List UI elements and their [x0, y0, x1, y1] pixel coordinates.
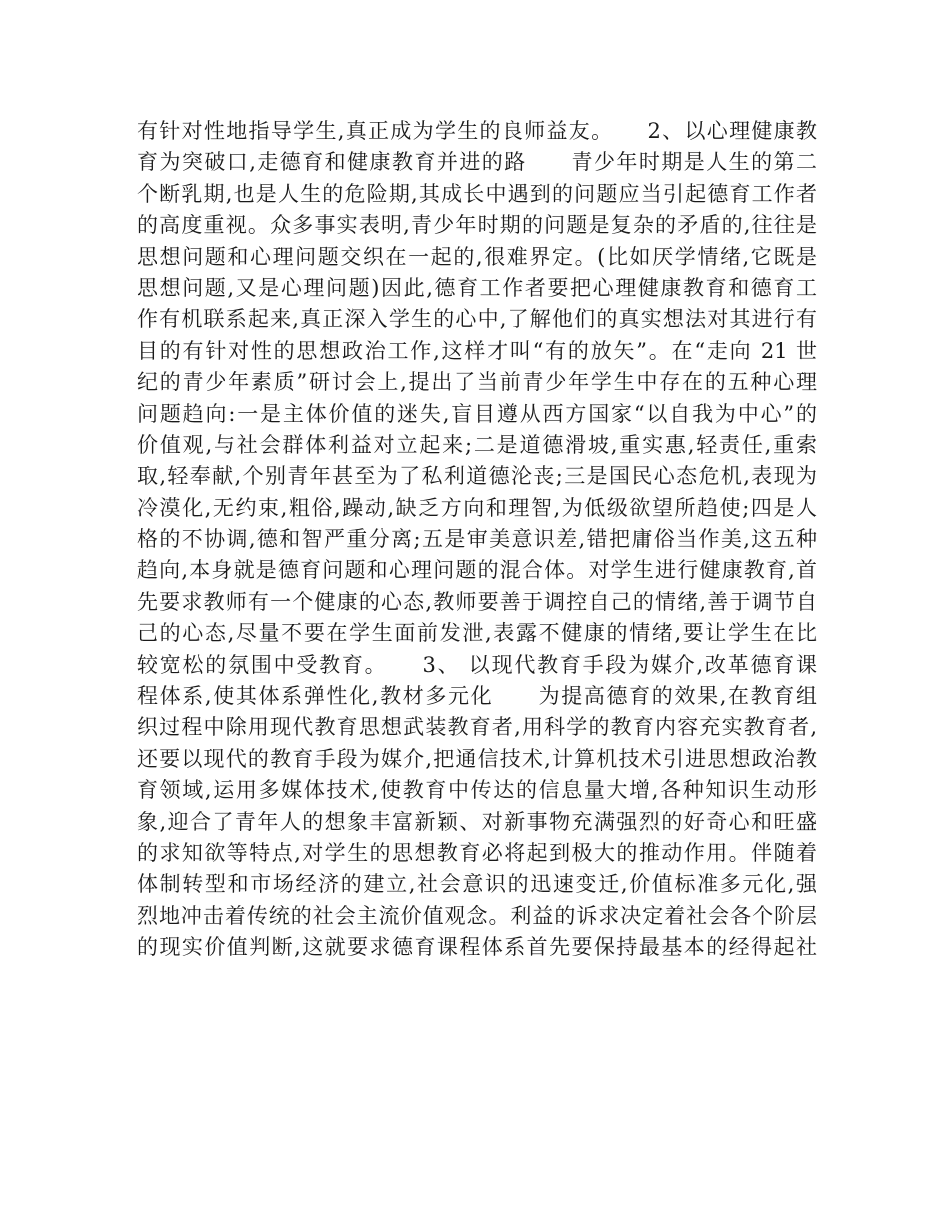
- text-line: 程体系,使其体系弹性化,教材多元化 为提高德育的效果,在教育组: [137, 684, 817, 709]
- text-line: 思想问题和心理问题交织在一起的,很难界定。(比如厌学情绪,它既是: [137, 244, 817, 269]
- text-line: 己的心态,尽量不要在学生面前发泄,表露不健康的情绪,要让学生在比: [137, 621, 817, 646]
- text-line: 育为突破口,走德育和健康教育并进的路 青少年时期是人生的第二: [137, 150, 817, 175]
- text-line: 问题趋向:一是主体价值的迷失,盲目遵从西方国家“以自我为中心”的: [137, 401, 817, 426]
- text-line: 目的有针对性的思想政治工作,这样才叫“有的放矢”。在“走向 21 世: [137, 338, 817, 363]
- text-line: 个断乳期,也是人生的危险期,其成长中遇到的问题应当引起德育工作者: [137, 181, 817, 206]
- text-line: 作有机联系起来,真正深入学生的心中,了解他们的真实想法对其进行有: [137, 307, 817, 332]
- text-line: 取,轻奉献,个别青年甚至为了私利道德沦丧;三是国民心态危机,表现为: [137, 464, 817, 489]
- text-line: 还要以现代的教育手段为媒介,把通信技术,计算机技术引进思想政治教: [137, 746, 817, 771]
- text-line: 先要求教师有一个健康的心态,教师要善于调控自己的情绪,善于调节自: [137, 589, 817, 614]
- body-text: [137, 116, 817, 964]
- text-line: 的高度重视。众多事实表明,青少年时期的问题是复杂的矛盾的,往往是: [137, 213, 817, 238]
- text-line: 烈地冲击着传统的社会主流价值观念。利益的诉求决定着社会各个阶层: [137, 903, 817, 928]
- text-line: 的现实价值判断,这就要求德育课程体系首先要保持最基本的经得起社: [137, 935, 817, 960]
- text-line: 纪的青少年素质”研讨会上,提出了当前青少年学生中存在的五种心理: [137, 370, 817, 395]
- text-line: 格的不协调,德和智严重分离;五是审美意识差,错把庸俗当作美,这五种: [137, 527, 817, 552]
- text-line: 冷漠化,无约束,粗俗,躁动,缺乏方向和理智,为低级欲望所趋使;四是人: [137, 495, 817, 520]
- text-line: 体制转型和市场经济的建立,社会意识的迅速变迁,价值标准多元化,强: [137, 872, 817, 897]
- text-line: 思想问题,又是心理问题)因此,德育工作者要把心理健康教育和德育工: [137, 275, 817, 300]
- text-line: 织过程中除用现代教育思想武装教育者,用科学的教育内容充实教育者,: [137, 715, 817, 740]
- text-line: 育领域,运用多媒体技术,使教育中传达的信息量大增,各种知识生动形: [137, 778, 817, 803]
- text-line: 的求知欲等特点,对学生的思想教育必将起到极大的推动作用。伴随着: [137, 840, 817, 865]
- text-line: 较宽松的氛围中受教育。 3、 以现代教育手段为媒介,改革德育课: [137, 652, 817, 677]
- text-line: 象,迎合了青年人的想象丰富新颖、对新事物充满强烈的好奇心和旺盛: [137, 809, 817, 834]
- text-line: 趋向,本身就是德育问题和心理问题的混合体。对学生进行健康教育,首: [137, 558, 817, 583]
- text-line: 价值观,与社会群体利益对立起来;二是道德滑坡,重实惠,轻责任,重索: [137, 432, 817, 457]
- text-line: 有针对性地指导学生,真正成为学生的良师益友。 2、以心理健康教: [137, 119, 817, 143]
